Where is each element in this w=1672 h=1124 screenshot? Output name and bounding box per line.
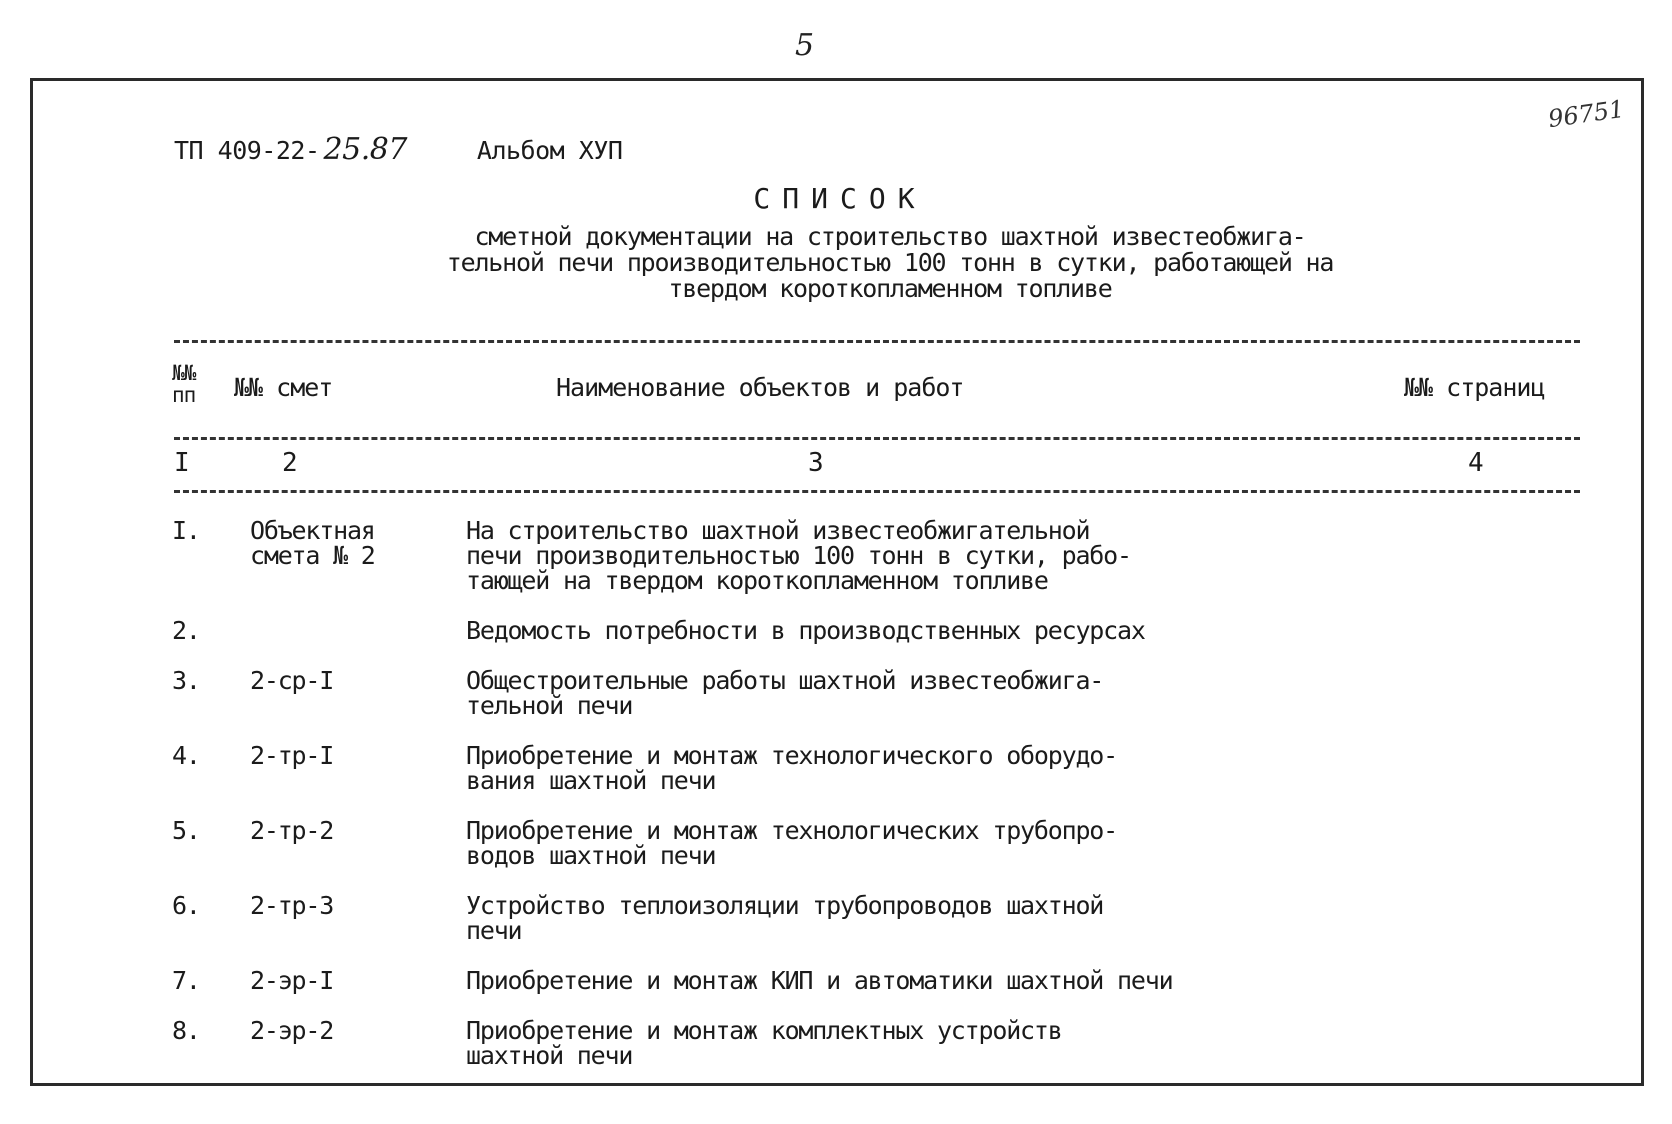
row-number: 4. xyxy=(172,741,200,770)
row-code-line: 2-тр-3 xyxy=(250,891,334,920)
row-name-line: Общестроительные работы шахтной известеобжига- xyxy=(466,666,1104,695)
row-code-line: 2-ср-I xyxy=(250,666,334,695)
document-title: СПИСОК xyxy=(753,182,927,215)
header-pages: №№ страниц xyxy=(1404,373,1545,402)
row-name-line: печи xyxy=(466,916,522,945)
row-name-line: Приобретение и монтаж технологических трубопро- xyxy=(466,816,1118,845)
row-number: 5. xyxy=(172,816,200,845)
row-name-line: Ведомость потребности в производственных ресурсах xyxy=(466,616,1145,645)
row-name xyxy=(466,743,1296,793)
row-name-line: Приобретение и монтаж КИП и автоматики шахтной печи xyxy=(466,966,1173,995)
subtitle-line: тельной печи производительностью 100 тонн в сутки, работающей на xyxy=(446,248,1334,277)
row-code xyxy=(250,668,430,693)
row-name xyxy=(466,1018,1296,1068)
column-number-2: 2 xyxy=(282,448,298,478)
row-code xyxy=(250,818,430,843)
row-code xyxy=(250,968,430,993)
row-code xyxy=(250,893,430,918)
header-estimates: №№ смет xyxy=(234,373,333,402)
row-name-line: шахтной печи xyxy=(466,1041,633,1070)
row-number: 8. xyxy=(172,1016,200,1045)
album-line xyxy=(174,132,622,167)
row-code xyxy=(250,518,430,568)
row-code-line: 2-эр-I xyxy=(250,966,334,995)
row-number: 6. xyxy=(172,891,200,920)
row-code-line: 2-тр-2 xyxy=(250,816,334,845)
header-rule xyxy=(174,437,1580,440)
row-name-line: тельной печи xyxy=(466,691,633,720)
row-code-line: смета № 2 xyxy=(250,541,375,570)
row-name-line: вания шахтной печи xyxy=(466,766,716,795)
table-top-rule xyxy=(174,340,1580,343)
column-number-3: 3 xyxy=(808,448,824,478)
column-number-4: 4 xyxy=(1468,448,1484,478)
header-pp xyxy=(172,362,195,406)
row-number: I. xyxy=(172,516,200,545)
row-name-line: печи производительностью 100 тонн в сутки, рабо- xyxy=(466,541,1131,570)
row-name-line: тающей на твердом короткопламенном топливе xyxy=(466,566,1048,595)
row-number: 2. xyxy=(172,616,200,645)
header-pp-line2: пп xyxy=(172,383,196,407)
inventory-number: 96751 xyxy=(1546,94,1626,134)
header-pp-line1: №№ xyxy=(172,361,196,385)
row-code-line: Объектная xyxy=(250,516,375,545)
row-code xyxy=(250,1018,430,1043)
page-number: 5 xyxy=(795,28,815,63)
row-code-line: 2-эр-2 xyxy=(250,1016,334,1045)
document-code: ТП 409-22- xyxy=(174,136,320,165)
row-name-line: Устройство теплоизоляции трубопроводов шахтной xyxy=(466,891,1104,920)
subtitle-line: твердом короткопламенном топливе xyxy=(668,274,1112,303)
subtitle-line: сметной документации на строительство шахтной известеобжига- xyxy=(474,222,1306,251)
column-numbers-rule xyxy=(174,490,1580,493)
row-number: 3. xyxy=(172,666,200,695)
row-name xyxy=(466,968,1296,993)
row-code-line: 2-тр-I xyxy=(250,741,334,770)
row-name xyxy=(466,893,1296,943)
row-name xyxy=(466,668,1296,718)
row-name xyxy=(466,818,1296,868)
row-number: 7. xyxy=(172,966,200,995)
row-name xyxy=(466,618,1296,643)
header-name: Наименование объектов и работ xyxy=(556,373,964,402)
row-name-line: Приобретение и монтаж комплектных устройств xyxy=(466,1016,1062,1045)
row-name-line: Приобретение и монтаж технологического оборудо- xyxy=(466,741,1118,770)
document-subtitle xyxy=(360,224,1420,302)
row-code xyxy=(250,743,430,768)
column-number-1: I xyxy=(174,448,190,478)
row-name-line: На строительство шахтной известеобжигательной xyxy=(466,516,1090,545)
album-label: Альбом ХУП xyxy=(476,136,623,165)
row-name xyxy=(466,518,1296,593)
row-name-line: водов шахтной печи xyxy=(466,841,716,870)
document-code-handwritten: 25.87 xyxy=(323,132,407,167)
